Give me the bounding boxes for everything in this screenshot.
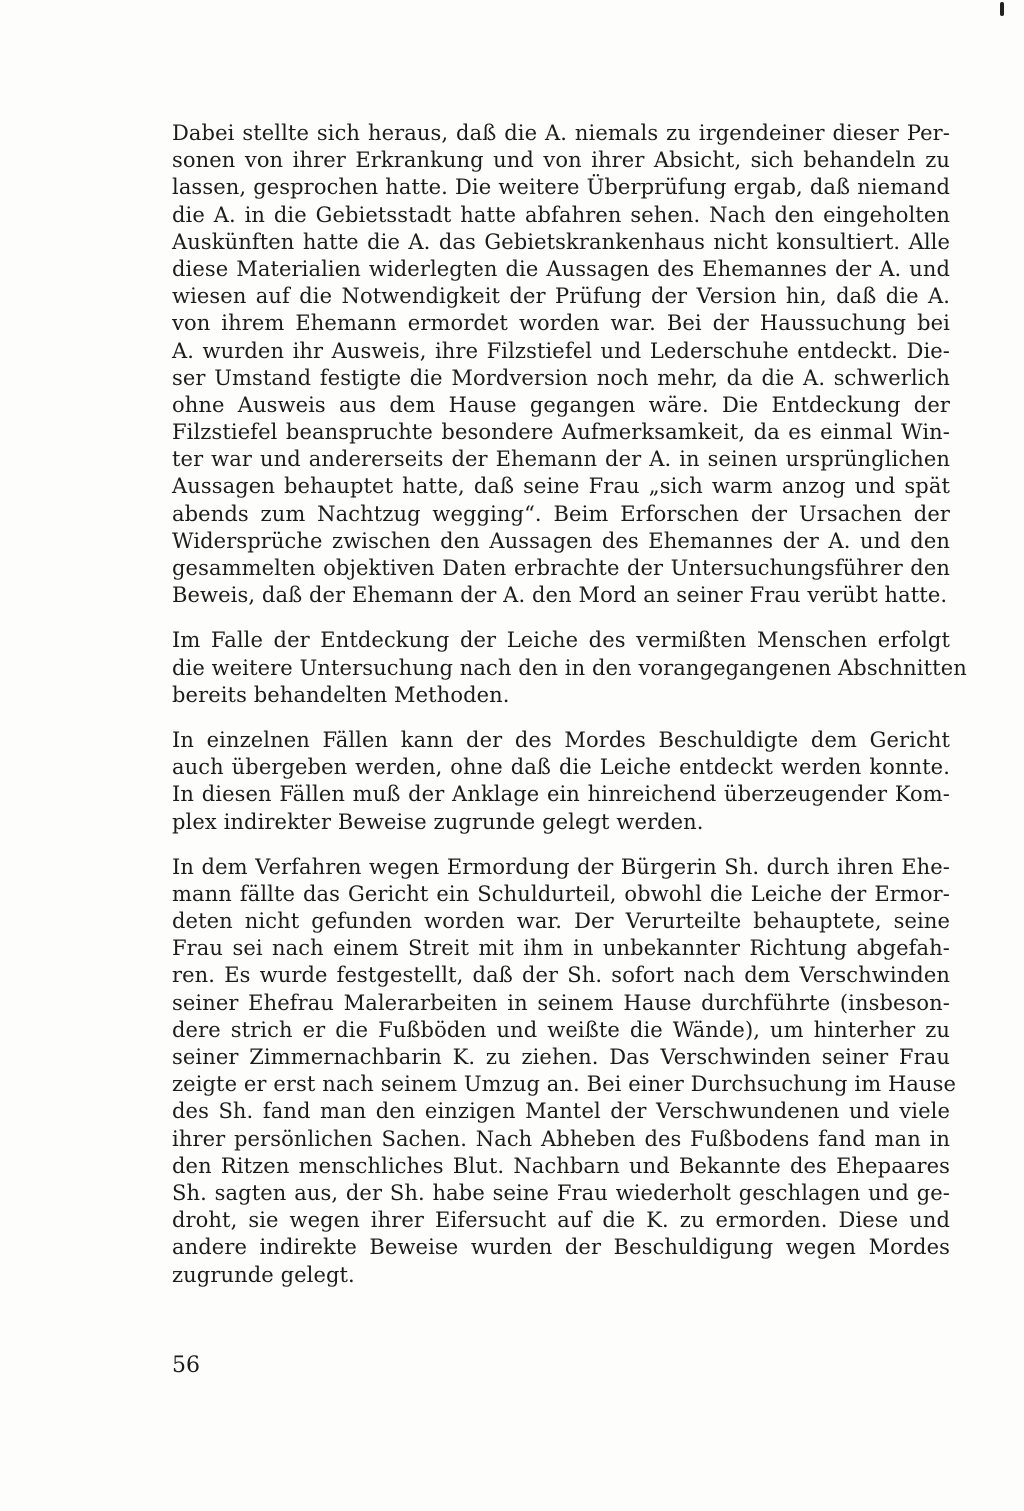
text-line: A. wurden ihr Ausweis, ihre Filzstiefel und Lederschuhe entdeckt. Die- (172, 338, 950, 363)
paragraph (172, 727, 950, 836)
text-line: seiner Zimmernachbarin K. zu ziehen. Das Verschwinden seiner Frau (172, 1045, 950, 1069)
text-line: Auskünften hatte die A. das Gebietskrankenhaus nicht konsultiert. Alle (172, 229, 950, 254)
text-line: den Ritzen menschliches Blut. Nachbarn und Bekannte des Ehepaares (172, 1153, 950, 1178)
text-line: Frau sei nach einem Streit mit ihm in unbekannter Richtung abgefah- (172, 936, 950, 961)
paragraph (172, 120, 950, 609)
body-text (172, 120, 967, 1289)
paragraph (172, 854, 957, 1289)
text-line: ren. Es wurde festgestellt, daß der Sh. sofort nach dem Verschwinden (172, 963, 950, 988)
text-line: sonen von ihrer Erkrankung und von ihrer Absicht, sich behandeln zu (172, 148, 950, 173)
margin-mark (1000, 2, 1004, 16)
text-line: mann fällte das Gericht ein Schuldurteil, obwohl die Leiche der Ermor- (172, 881, 950, 906)
text-line: In diesen Fällen muß der Anklage ein hinreichend überzeugender Kom- (172, 782, 950, 807)
text-line: die A. in die Gebietsstadt hatte abfahren sehen. Nach den eingeholten (172, 202, 950, 227)
text-line: zeigte er erst nach seinem Umzug an. Bei einer Durchsuchung im Hause (172, 1072, 957, 1097)
text-line: ser Umstand festigte die Mordversion noch mehr, da die A. schwerlich (172, 365, 950, 390)
text-line: lassen, gesprochen hatte. Die weitere Überprüfung ergab, daß niemand (172, 175, 950, 200)
text-line: Im Falle der Entdeckung der Leiche des vermißten Menschen erfolgt (172, 628, 950, 653)
text-line: des Sh. fand man den einzigen Mantel der Verschwundenen und viele (172, 1099, 950, 1124)
text-line: deten nicht gefunden worden war. Der Verurteilte behauptete, seine (172, 909, 950, 934)
text-line: ter war und andererseits der Ehemann der A. in seinen ursprünglichen (172, 447, 950, 472)
text-line: abends zum Nachtzug wegging“. Beim Erforschen der Ursachen der (172, 501, 950, 526)
paragraph (172, 627, 967, 709)
text-line: zugrunde gelegt. (172, 1262, 355, 1287)
text-line: seiner Ehefrau Malerarbeiten in seinem Hause durchführte (insbeson- (172, 990, 950, 1015)
text-line: diese Materialien widerlegten die Aussagen des Ehemannes der A. und (172, 256, 950, 281)
text-line: droht, sie wegen ihrer Eifersucht auf die K. zu ermorden. Diese und (172, 1208, 950, 1233)
text-line: Beweis, daß der Ehemann der A. den Mord an seiner Frau verübt hatte. (172, 583, 948, 608)
text-line: In einzelnen Fällen kann der des Mordes Beschuldigte dem Gericht (172, 727, 950, 752)
text-line: Sh. sagten aus, der Sh. habe seine Frau wiederholt geschlagen und ge- (172, 1180, 950, 1205)
text-line: dere strich er die Fußböden und weißte die Wände), um hinterher zu (172, 1017, 950, 1042)
text-line: bereits behandelten Methoden. (172, 682, 510, 707)
page-number: 56 (172, 1353, 200, 1378)
text-line: Widersprüche zwischen den Aussagen des Ehemannes der A. und den (172, 528, 950, 553)
text-line: Filzstiefel beanspruchte besondere Aufmerksamkeit, da es einmal Win- (172, 420, 950, 445)
text-line: wiesen auf die Notwendigkeit der Prüfung der Version hin, daß die A. (172, 284, 950, 309)
text-line: plex indirekter Beweise zugrunde gelegt werden. (172, 809, 704, 834)
text-line: Aussagen behauptet hatte, daß seine Frau „sich warm anzog und spät (172, 474, 950, 499)
text-line: ohne Ausweis aus dem Hause gegangen wäre. Die Entdeckung der (172, 392, 950, 417)
text-line: die weitere Untersuchung nach den in den vorangegangenen Abschnitten (172, 655, 967, 680)
text-line: auch übergeben werden, ohne daß die Leiche entdeckt werden konnte. (172, 755, 950, 780)
text-line: In dem Verfahren wegen Ermordung der Bürgerin Sh. durch ihren Ehe- (172, 854, 950, 879)
text-line: ihrer persönlichen Sachen. Nach Abheben des Fußbodens fand man in (172, 1126, 950, 1151)
text-line: gesammelten objektiven Daten erbrachte der Untersuchungsführer den (172, 556, 950, 580)
text-line: von ihrem Ehemann ermordet worden war. Bei der Haussuchung bei (172, 311, 950, 336)
text-line: andere indirekte Beweise wurden der Beschuldigung wegen Mordes (172, 1235, 950, 1260)
text-line: Dabei stellte sich heraus, daß die A. niemals zu irgendeiner dieser Per- (172, 121, 950, 145)
